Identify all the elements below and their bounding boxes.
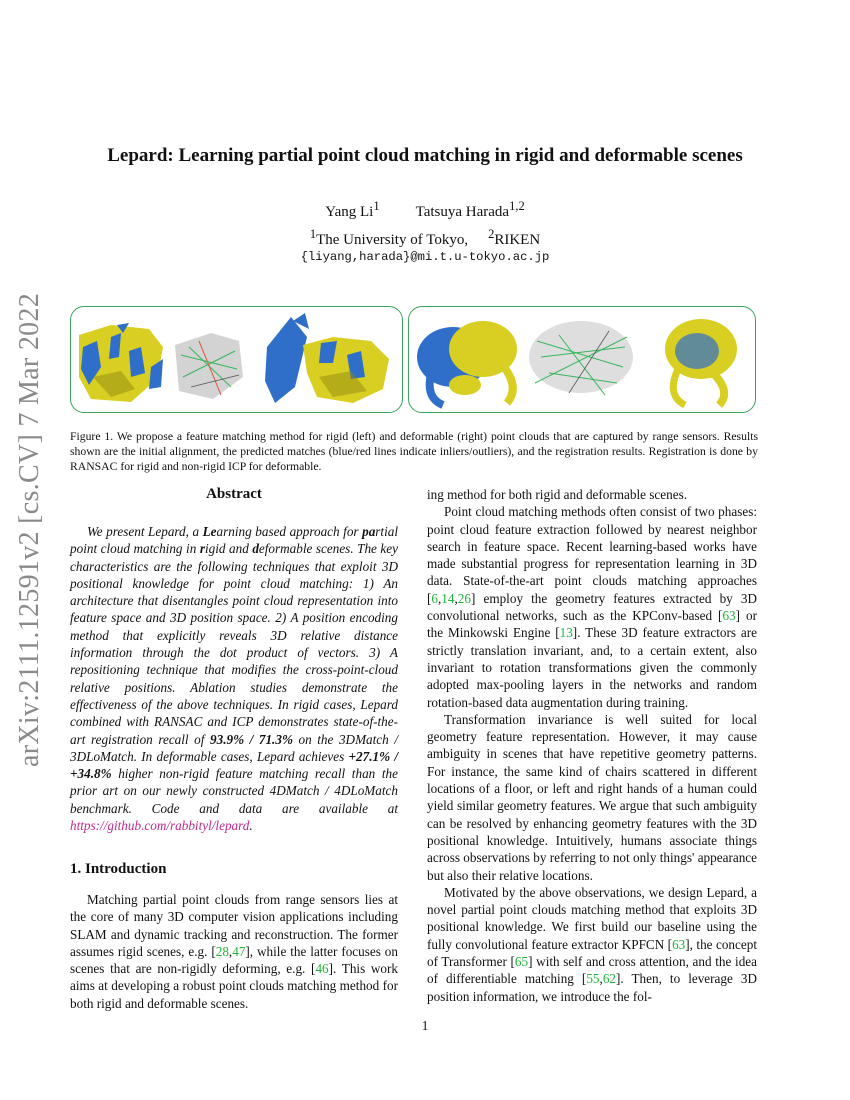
page-number: 1 — [421, 1018, 429, 1033]
text-run: . — [249, 818, 253, 834]
abstract-heading: Abstract — [206, 486, 262, 502]
initial-alignment — [417, 321, 517, 405]
deformable-panel — [408, 306, 756, 413]
matches — [175, 333, 243, 399]
text-run: igid and — [204, 541, 253, 557]
citation-link[interactable]: 6 — [431, 590, 438, 606]
author-list — [0, 199, 850, 221]
paragraph: Matching partial point clouds from range sensors lies at the core of many 3D computer vision applications including SLAM and dynamic tracking and reconstruction. The former assumes rigid scenes, e.g. [28,47], while the latter focuses on scenes that are non-rigidly deforming, e.g. [46]. This work aims at developing a robust point clouds matching method for both rigid and deformable scenes. — [70, 892, 399, 1011]
text-run: Motivated by the above observations, we design Lepard, a novel partial point clouds matching method that exploits 3D positional knowledge. We first build our baseline using the fully convolutional feature extractor KPFCN [ — [427, 884, 757, 952]
text-run: We present Lepard, a — [87, 524, 203, 539]
emph-run: r — [199, 541, 205, 557]
author-sup: 1,2 — [509, 199, 525, 213]
citation-link[interactable]: 63 — [672, 936, 686, 952]
text-run: arning based approach for — [216, 524, 363, 539]
text-run: ]. Then, to leverage 3D position information, we introduce the fol- — [427, 971, 757, 1004]
text-run: ]. These 3D feature extractors are strictly translation invariant, and, to a certain extent, also invariant to rotation transformations given the commonly adopted max-pooling layers in the networks and random rotation-based data augmentation during training. — [427, 625, 757, 710]
text-run: ] employ the geometry features extracted by 3D convolutional networks, such as the KPConv-based [ — [427, 590, 757, 624]
figure-caption: Figure 1. We propose a feature matching method for rigid (left) and deformable (right) point clouds that are captured by range sensors. Results shown are the initial alignment, the predicted matches (blue/red lines indicate inliers/outliers), and the registration results. Registration is done by RANSAC for rigid and non-rigid ICP for deformable. — [70, 430, 758, 473]
emph-run: d — [252, 541, 259, 557]
affiliation: RIKEN — [494, 232, 541, 248]
figure-1 — [70, 306, 756, 413]
intro-paragraph — [70, 891, 398, 1012]
rigid-panel — [70, 306, 403, 413]
text-run: ], while the latter focuses on scenes that are non-rigidly deforming, e.g. [ — [70, 943, 398, 977]
text-run: ] or the Minkowski Engine [ — [427, 608, 757, 641]
emph-run: +27.1% / +34.8% — [70, 748, 398, 782]
paper-title: Lepard: Learning partial point cloud matching in rigid and deformable scenes — [107, 145, 743, 166]
citation-link[interactable]: 55 — [586, 971, 600, 987]
citation-link[interactable]: 63 — [722, 608, 736, 624]
affil-sup: 2 — [488, 227, 495, 241]
citation-link[interactable]: 46 — [315, 961, 329, 977]
registration-result — [265, 313, 389, 403]
rigid-scene-illustration — [71, 307, 403, 413]
code-link[interactable]: https://github.com/rabbityl/lepard — [70, 818, 250, 834]
text-run: rtial point cloud matching in — [70, 524, 398, 557]
text-run: on the 3DMatch / 3DLoMatch. In deformable cases, Lepard achieves — [70, 731, 398, 764]
paragraph — [427, 711, 757, 884]
registration-result — [665, 319, 737, 405]
text-run: Point cloud matching methods often consist of two phases: point cloud feature extraction followed by nearest neighbor search in feature space. Recent learning-based works have made substantial progress for representation learning in 3D data. State-of-the-art point clouds matching approaches [ — [427, 504, 757, 606]
text-run: eformable scenes. The key characteristics are the following techniques that exploit 3D positional knowledge for point cloud matching: 1) An architecture that disentangles point cloud representation into feature space and 3D position space. 2) A position encoding method that explicitly reveals 3D relative distance information through the dot product of vectors. 3) A repositioning technique that modifies the cross-point-cloud relative positions. Ablation studies demonstrate the effectiveness of the above techniques. In rigid cases, Lepard combined with RANSAC and ICP demonstrates state-of-the-art registration recall of — [70, 541, 398, 747]
matches — [529, 321, 633, 395]
citation-link[interactable]: 28 — [215, 943, 229, 959]
citation-link[interactable]: 26 — [457, 590, 471, 606]
email: {liyang,harada}@mi.t.u-tokyo.ac.jp — [300, 250, 550, 264]
emph-run: Le — [202, 524, 217, 539]
arxiv-stamp-text: arXiv:2111.12591v2 [cs.CV] 7 Mar 2022 — [14, 292, 45, 768]
paragraph: Motivated by the above observations, we design Lepard, a novel partial point clouds matching method that exploits 3D positional knowledge. We first build our baseline using the fully convolutional feature extractor KPFCN [63], the concept of Transformer [65] with self and cross attention, and the idea of differentiable matching [55,62]. Then, to leverage 3D position information, we introduce the fol- — [427, 884, 757, 1004]
emph-run: 93.9% / 71.3% — [210, 731, 293, 747]
affiliation-list — [0, 227, 850, 249]
text-run: Matching partial point clouds from range sensors lies at the core of many 3D computer vision applications including SLAM and dynamic tracking and reconstruction. The former assumes rigid scenes, e.g. [ — [70, 892, 398, 959]
paragraph — [427, 486, 757, 503]
right-column — [427, 486, 757, 1005]
abstract-body — [70, 523, 398, 834]
text-run: ing method for both rigid and deformable scenes. — [427, 487, 688, 502]
citation-link[interactable]: 14 — [441, 590, 455, 606]
author-name: Yang Li — [325, 204, 374, 220]
text-run: ], the concept of Transformer [ — [427, 936, 757, 970]
emph-run: pa — [362, 524, 376, 539]
text-run: ]. This work aims at developing a robust point clouds matching method for both rigid and deformable scenes. — [70, 961, 399, 1011]
text-run: ] with self and cross attention, and the idea of differentiable matching [ — [427, 954, 757, 987]
initial-alignment — [79, 323, 163, 402]
citation-link[interactable]: 62 — [602, 971, 616, 987]
citation-link[interactable]: 47 — [232, 943, 246, 959]
citation-link[interactable]: 65 — [514, 954, 529, 970]
text-run: Transformation invariance is well suited for local geometry feature representation. However, it may cause ambiguity in scenes that have repetitive geometry patterns. For instance, the same kind of chairs scattered in different locations of a floor, or left and right hands of a human could yield similar geometry features. We argue that such ambiguity can be resolved by enhancing geometry features with the 3D positional knowledge. Intuitively, humans associate things across observations by referring to not only things' appearance but also their relative locations. — [427, 711, 757, 883]
affiliation: The University of Tokyo, — [316, 232, 469, 248]
section-heading: 1. Introduction — [70, 861, 167, 877]
paragraph: Point cloud matching methods often consist of two phases: point cloud feature extraction followed by nearest neighbor search in feature space. Recent learning-based works have made substantial progress for representation learning in 3D data. State-of-the-art point clouds matching approaches [6,14,26] employ the geometry features extracted by 3D convolutional networks, such as the KPConv-based [63] or the Minkowski Engine [13]. These 3D feature extractors are strictly translation invariant, and, to a certain extent, also invariant to rotation transformations given the commonly adopted max-pooling layers in the networks and random rotation-based data augmentation during training. — [427, 504, 757, 710]
text-run: higher non-rigid feature matching recall than the prior art on our newly constructed 4DMatch / 4DLoMatch benchmark. Code and data are available at — [70, 766, 398, 816]
author-sup: 1 — [373, 199, 380, 213]
arxiv-stamp — [4, 292, 56, 768]
affil-sup: 1 — [309, 227, 317, 241]
author-name: Tatsuya Harada — [415, 204, 510, 220]
deformable-scene-illustration — [409, 307, 756, 413]
citation-link[interactable]: 13 — [559, 625, 573, 641]
